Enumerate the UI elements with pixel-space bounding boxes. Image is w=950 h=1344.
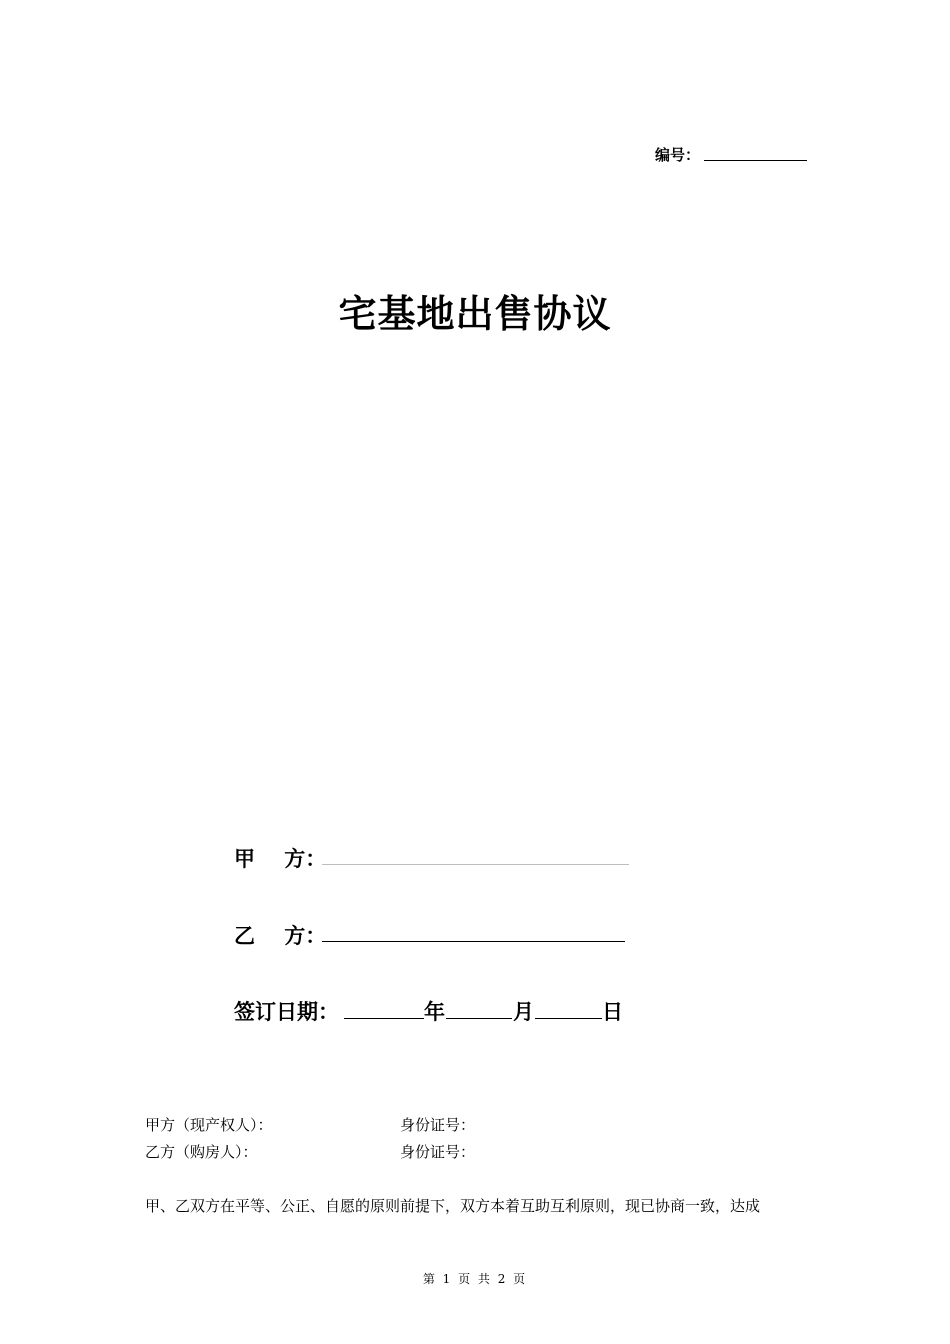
party-a-id-line: 身份证号： <box>400 1116 476 1134</box>
party-a-blank <box>322 864 629 865</box>
sign-month-blank <box>446 1018 512 1019</box>
document-number-label: 编号： <box>655 146 701 164</box>
party-a-label: 甲 方： <box>234 847 327 871</box>
sign-day-blank <box>535 1018 602 1019</box>
party-b-buyer-line: 乙方（购房人）： <box>145 1143 258 1161</box>
document-number-blank <box>704 160 807 161</box>
sign-month-label: 月 <box>513 1000 534 1024</box>
sign-year-blank <box>344 1018 424 1019</box>
party-b-id-line: 身份证号： <box>400 1143 476 1161</box>
page-indicator: 第 1 页 共 2 页 <box>422 1272 528 1286</box>
party-b-blank <box>322 941 625 942</box>
party-b-label: 乙 方： <box>234 924 327 948</box>
sign-day-label: 日 <box>602 1000 623 1024</box>
sign-date-label: 签订日期： <box>234 1000 339 1024</box>
document-title: 宅基地出售协议 <box>338 292 612 336</box>
party-a-owner-line: 甲方（现产权人）： <box>145 1116 273 1134</box>
sign-year-label: 年 <box>424 1000 445 1024</box>
intro-paragraph: 甲、乙双方在平等、公正、自愿的原则前提下，双方本着互助互利原则，现已协商一致，达成 <box>145 1197 761 1215</box>
